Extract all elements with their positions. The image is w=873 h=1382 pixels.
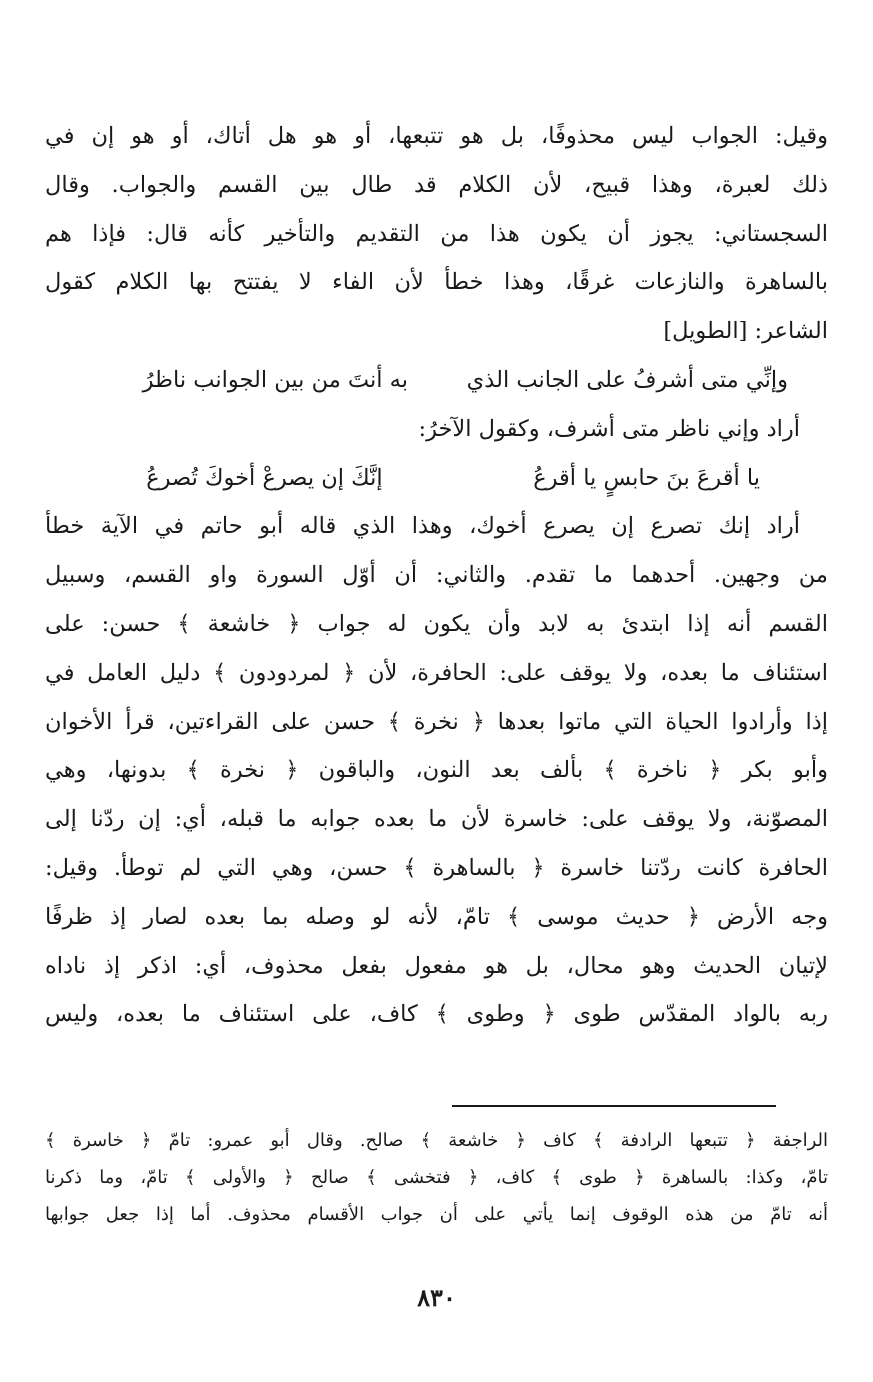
main-text — [45, 112, 828, 1039]
text-line: القسم أنه إذا ابتدئ به لابد وأن يكون له جواب ﴿ خاشعة ﴾ حسن: على — [45, 610, 828, 637]
text-line: ربه بالواد المقدّس طوى ﴿ وطوى ﴾ كاف، على استئناف ما بعده، وليس — [45, 1001, 828, 1028]
text-line: ذلك لعبرة، وهذا قبيح، لأن الكلام قد طال بين القسم والجواب. وقال — [45, 171, 828, 198]
text-line: إذا وأرادوا الحياة التي ماتوا بعدها ﴿ نخرة ﴾ حسن على القراءتين، قرأ الأخوان — [45, 708, 828, 735]
verse-first-hemistich: يا أقرعَ بنَ حابسٍ يا أقرعُ — [533, 464, 760, 491]
footnote-line: أنه تامّ من هذه الوقوف إنما يأتي على أن جواب الأقسام محذوف. أما إذا جعل جوابها — [45, 1204, 828, 1225]
text-line: المصوّنة، ولا يوقف على: خاسرة لأن ما بعده جوابه ما قبله، أي: إن ردّنا إلى — [45, 806, 828, 833]
footnote-line: تامّ، وكذا: بالساهرة ﴿ طوى ﴾ كاف، ﴿ فتخشى ﴾ صالح ﴿ والأولى ﴾ تامّ، وما ذكرنا — [45, 1167, 828, 1188]
text-line: بالساهرة والنازعات غرقًا، وهذا خطأ لأن الفاء لا يفتتح بها الكلام كقول — [45, 269, 828, 296]
poetry-verse — [45, 356, 828, 405]
footnote-line: الراجفة ﴿ تتبعها الرادفة ﴾ كاف ﴿ خاشعة ﴾ صالح. وقال أبو عمرو: تامّ ﴿ خاسرة ﴾ — [45, 1130, 828, 1151]
page-number: ٨٣٠ — [417, 1283, 456, 1312]
text-line: السجستاني: يجوز أن يكون هذا من التقديم والتأخير كأنه قال: فإذا هم — [45, 220, 828, 247]
text-line: وجه الأرض ﴿ حديث موسى ﴾ تامّ، لأنه لو وصله بما بعده لصار إذ ظرفًا — [45, 903, 828, 930]
poetry-verse — [45, 454, 828, 503]
text-line: وقيل: الجواب ليس محذوفًا، بل هو تتبعها، أو هو هل أتاك، أو هو إن في — [45, 123, 828, 149]
verse-second-hemistich: به أنتَ من بين الجوانب ناظرُ — [142, 366, 408, 393]
text-line: لإتيان الحديث وهو محال، بل هو مفعول بفعل محذوف، أي: اذكر إذ ناداه — [45, 952, 828, 979]
text-line: استئناف ما بعده، ولا يوقف على: الحافرة، لأن ﴿ لمردودون ﴾ دليل العامل في — [45, 659, 828, 686]
text-line: أراد إنك تصرع إن يصرع أخوك، وهذا الذي قاله أبو حاتم في الآية خطأ — [45, 513, 800, 540]
footnotes — [45, 1122, 828, 1233]
text-line: الحافرة كانت ردّتنا خاسرة ﴿ بالساهرة ﴾ حسن، وهي التي لم توطأ. وقيل: — [45, 854, 828, 881]
verse-first-hemistich: وإنِّي متى أشرفُ على الجانب الذي — [466, 366, 788, 393]
footnote-separator — [452, 1105, 776, 1107]
text-line: من وجهين. أحدهما ما تقدم. والثاني: أن أوّل السورة واو القسم، وسبيل — [45, 562, 828, 589]
text-line: وأبو بكر ﴿ ناخرة ﴾ بألف بعد النون، والباقون ﴿ نخرة ﴾ بدونها، وهي — [45, 757, 828, 784]
text-line: أراد وإني ناظر متى أشرف، وكقول الآخرُ: — [418, 415, 800, 442]
verse-second-hemistich: إنَّكَ إن يصرعْ أخوكَ تُصرعُ — [146, 464, 383, 491]
text-line: الشاعر: [الطويل] — [663, 318, 828, 345]
